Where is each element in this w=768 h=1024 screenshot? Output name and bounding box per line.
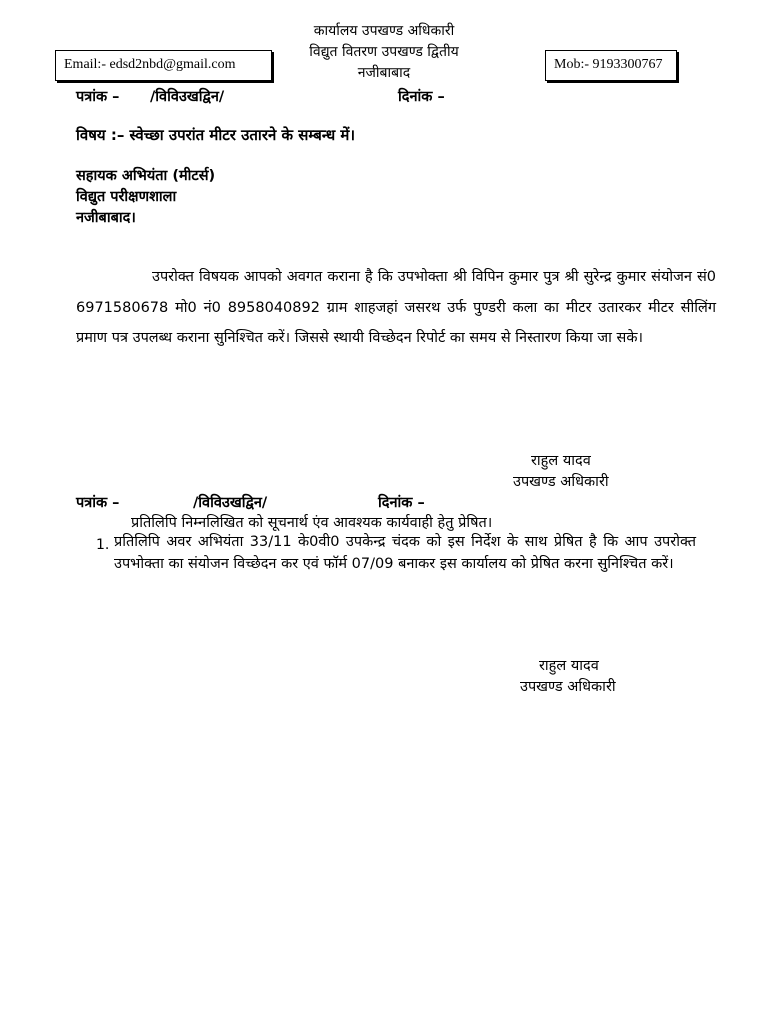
addressee-line-2: विद्युत परीक्षणशाला bbox=[76, 189, 177, 205]
list-item: प्रतिलिपि अवर अभियंता 33/11 के0वी0 उपकेन्द्र चंदक को इस निर्देश के साथ प्रेषित है कि आप उपरोक्त उपभोक्ता का संयोजन विच्छेदन कर एवं फॉर्म 07/09 बनाकर इस कार्यालय को प्रेषित करना सुनिश्चित करें। bbox=[114, 534, 696, 572]
reference-code: /विविउखद्विन/ bbox=[150, 89, 225, 105]
email-box: Email:- edsd2nbd@gmail.com bbox=[55, 50, 272, 81]
patrank-label-2: पत्रांक – bbox=[76, 495, 120, 511]
body-text: उपरोक्त विषयक आपको अवगत कराना है कि उपभोक्ता श्री विपिन कुमार पुत्र श्री सुरेन्द्र कुमार संयोजन सं0 6971580678 मो0 नं0 8958040892 ग्राम शाहजहां जसरथ उर्फ पुण्डरी कला का मीटर उतारकर मीटर सीलिंग प्रमाण पत्र उपलब्ध कराना सुनिश्चित करें। जिससे स्थायी विच्छेदन रिपोर्ट का समय से निस्तारण किया जा सके। bbox=[76, 269, 716, 346]
body-paragraph bbox=[76, 262, 716, 354]
dinank-label-2: दिनांक – bbox=[378, 495, 425, 511]
addressee-line-1: सहायक अभियंता (मीटर्स) bbox=[76, 168, 216, 184]
reference-code-2: /विविउखद्विन/ bbox=[193, 495, 268, 511]
signatory-title-2: उपखण्ड अधिकारी bbox=[520, 679, 616, 695]
signatory-name: राहुल यादव bbox=[531, 453, 591, 469]
signatory-title: उपखण्ड अधिकारी bbox=[513, 474, 609, 490]
list-item-number: 1. bbox=[96, 537, 110, 553]
office-location: नजीबाबाद bbox=[357, 65, 411, 81]
patrank-label: पत्रांक – bbox=[76, 89, 120, 105]
addressee-line-3: नजीबाबाद। bbox=[76, 210, 136, 226]
subject-line: विषय :– स्वेच्छा उपरांत मीटर उतारने के सम्बन्ध में। bbox=[76, 126, 356, 144]
division-name: विद्युत वितरण उपखण्ड द्वितीय bbox=[309, 44, 459, 60]
office-title: कार्यालय उपखण्ड अधिकारी bbox=[313, 23, 455, 39]
copy-intro: प्रतिलिपि निम्नलिखित को सूचनार्थ एंव आवश्यक कार्यवाही हेतु प्रेषित। bbox=[131, 515, 493, 531]
dinank-label: दिनांक – bbox=[398, 89, 445, 105]
mobile-box: Mob:- 9193300767 bbox=[545, 50, 677, 81]
signatory-name-2: राहुल यादव bbox=[539, 658, 599, 674]
